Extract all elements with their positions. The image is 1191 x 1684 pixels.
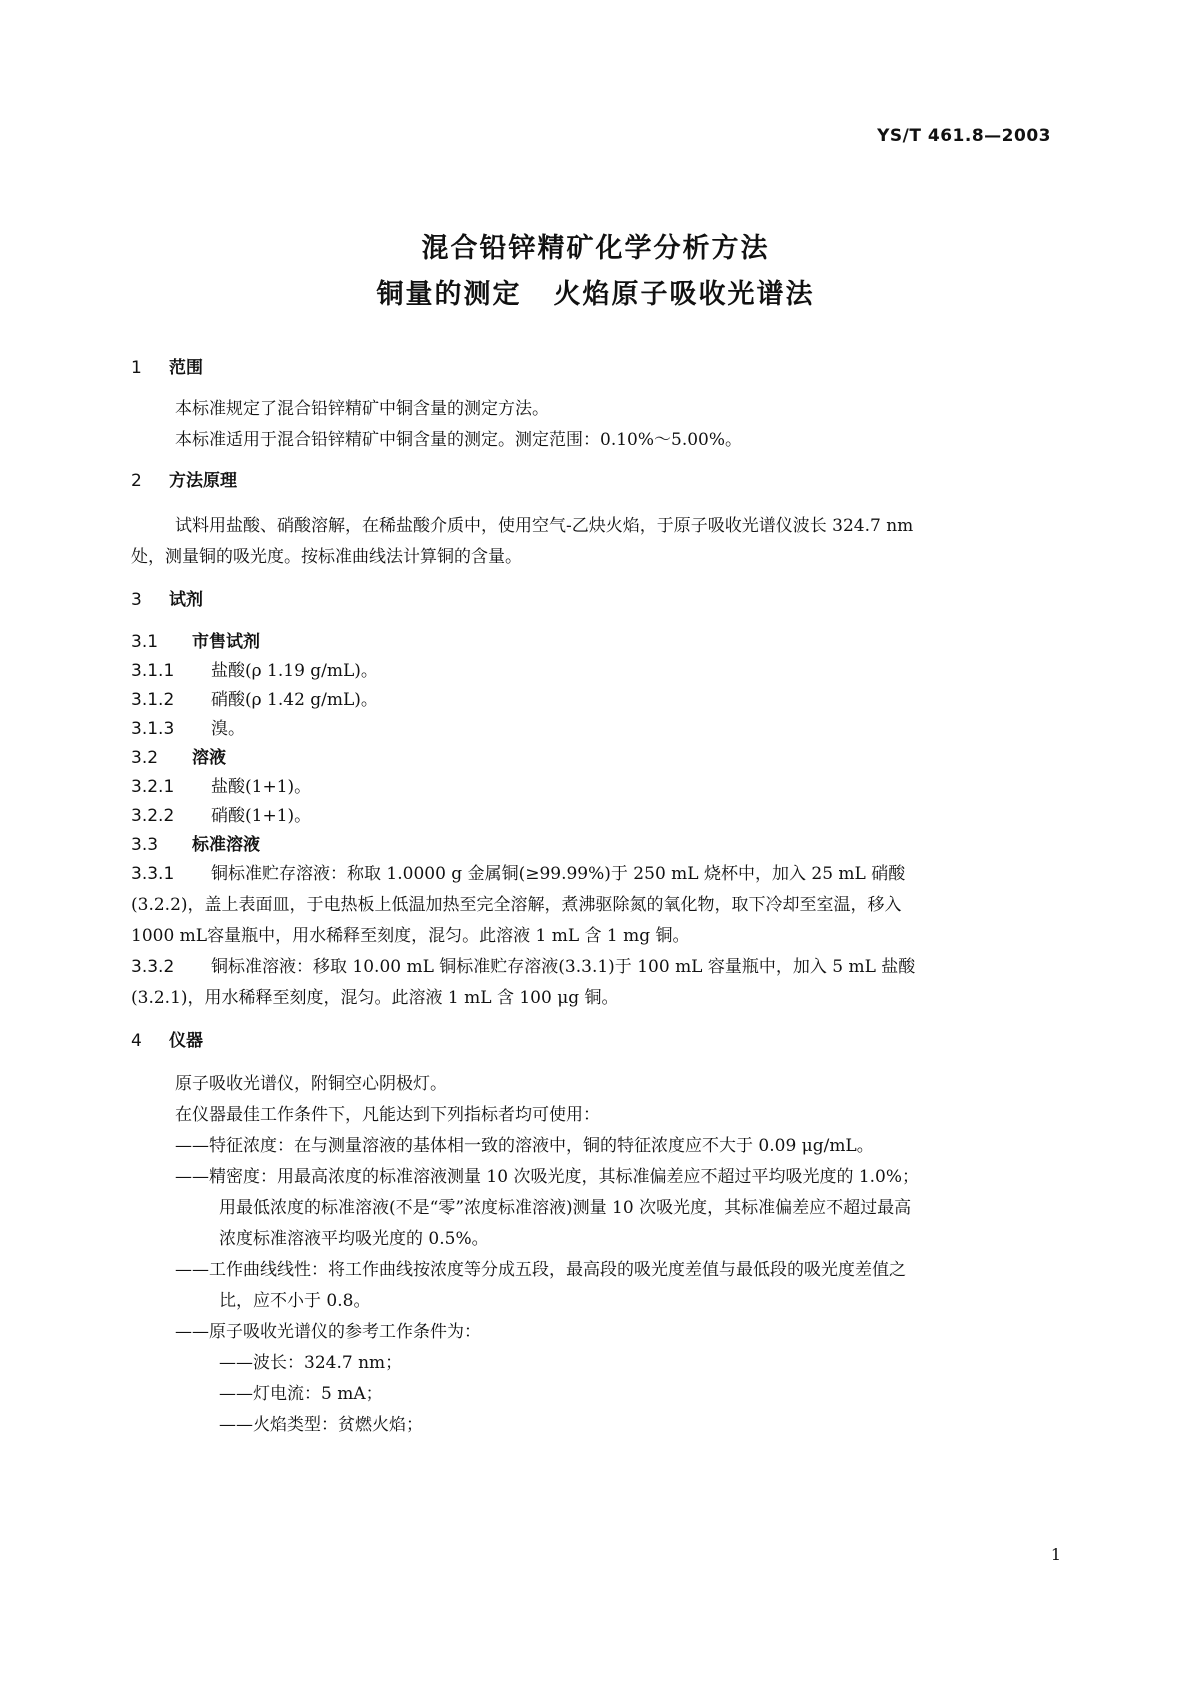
subsection-3-3: [131, 830, 260, 861]
item-3-3-1-line-2: (3.2.2)，盖上表面皿，于电热板上低温加热至完全溶解，煮沸驱除氮的氧化物，取下冷却至室温，移入: [131, 895, 902, 915]
section-title: 方法原理: [169, 471, 237, 491]
section-number: 2: [131, 471, 142, 491]
title-line-1: 混合铅锌精矿化学分析方法: [421, 233, 770, 264]
item-3-3-2: [131, 952, 1061, 983]
subsection-number: 3.1: [131, 632, 159, 652]
paragraph: 原子吸收光谱仪，附铜空心阴极灯。: [175, 1074, 447, 1094]
item-3-3-2-line-2: (3.2.1)，用水稀释至刻度，混匀。此溶液 1 mL 含 100 μg 铜。: [131, 988, 619, 1008]
section-number: 1: [131, 358, 142, 378]
sub-dash-flame-type: ——火焰类型：贫燃火焰；: [219, 1415, 423, 1435]
paragraph: 本标准适用于混合铅锌精矿中铜含量的测定。测定范围：0.10%～5.00%。: [175, 430, 743, 450]
paragraph: 本标准规定了混合铅锌精矿中铜含量的测定方法。: [175, 399, 549, 419]
section-1-heading: [131, 353, 203, 384]
subsection-title: 溶液: [192, 748, 226, 768]
paragraph-continuation: 处，测量铜的吸光度。按标准曲线法计算铜的含量。: [131, 547, 522, 567]
item-text: 铜标准溶液：移取 10.00 mL 铜标准贮存溶液(3.3.1)于 100 mL 容量瓶中，加入 5 mL 盐酸: [211, 957, 916, 977]
subsection-3-1: [131, 627, 260, 658]
item-number: 3.1.3: [131, 719, 175, 739]
section-title: 仪器: [169, 1031, 203, 1051]
title-line-2b: 火焰原子吸收光谱法: [553, 279, 815, 310]
item-3-2-2: [131, 801, 1061, 832]
item-text: 盐酸(ρ 1.19 g/mL)。: [211, 661, 378, 681]
paragraph: 在仪器最佳工作条件下，凡能达到下列指标者均可使用：: [175, 1105, 600, 1125]
item-3-2-1: [131, 772, 1061, 803]
item-3-1-1: [131, 656, 1061, 687]
section-number: 3: [131, 590, 142, 610]
dash-item-linearity: ——工作曲线线性：将工作曲线按浓度等分成五段，最高段的吸光度差值与最低段的吸光度差值之: [175, 1260, 906, 1280]
section-4-heading: [131, 1026, 203, 1057]
dash-item-linearity-line-2: 比，应不小于 0.8。: [219, 1291, 371, 1311]
item-number: 3.2.1: [131, 777, 175, 797]
dash-item-characteristic-concentration: ——特征浓度：在与测量溶液的基体相一致的溶液中，铜的特征浓度应不大于 0.09 μg/mL。: [175, 1136, 874, 1156]
item-text: 盐酸(1+1)。: [211, 777, 312, 797]
item-text: 硝酸(1+1)。: [211, 806, 312, 826]
standard-number: YS/T 461.8—2003: [877, 126, 1051, 146]
paragraph: 试料用盐酸、硝酸溶解，在稀盐酸介质中，使用空气-乙炔火焰，于原子吸收光谱仪波长 324.7 nm: [175, 516, 914, 536]
item-number: 3.1.2: [131, 690, 175, 710]
section-title: 试剂: [169, 590, 203, 610]
subsection-3-2: [131, 743, 226, 774]
item-number: 3.3.2: [131, 957, 175, 977]
item-3-3-1: [131, 859, 1061, 890]
item-3-1-3: [131, 714, 1061, 745]
page-number: 1: [1050, 1545, 1061, 1564]
title-line-2: [0, 272, 1191, 311]
item-text: 溴。: [211, 719, 245, 739]
dash-item-precision-line-2: 用最低浓度的标准溶液(不是“零”浓度标准溶液)测量 10 次吸光度，其标准偏差应不超过最高: [219, 1198, 912, 1218]
item-number: 3.2.2: [131, 806, 175, 826]
dash-item-precision: ——精密度：用最高浓度的标准溶液测量 10 次吸光度，其标准偏差应不超过平均吸光度的 1.0%；: [175, 1167, 920, 1187]
dash-item-precision-line-3: 浓度标准溶液平均吸光度的 0.5%。: [219, 1229, 489, 1249]
item-number: 3.1.1: [131, 661, 175, 681]
sub-dash-wavelength: ——波长：324.7 nm；: [219, 1353, 403, 1373]
item-text: 硝酸(ρ 1.42 g/mL)。: [211, 690, 378, 710]
sub-dash-lamp-current: ——灯电流：5 mA；: [219, 1384, 383, 1404]
dash-item-reference-conditions: ——原子吸收光谱仪的参考工作条件为：: [175, 1322, 481, 1342]
item-text: 铜标准贮存溶液：称取 1.0000 g 金属铜(≥99.99%)于 250 mL 烧杯中，加入 25 mL 硝酸: [211, 864, 906, 884]
item-number: 3.3.1: [131, 864, 175, 884]
subsection-title: 标准溶液: [192, 835, 260, 855]
title-line-2a: 铜量的测定: [376, 279, 522, 310]
subsection-number: 3.3: [131, 835, 159, 855]
section-number: 4: [131, 1031, 142, 1051]
subsection-title: 市售试剂: [192, 632, 260, 652]
item-3-3-1-line-3: 1000 mL容量瓶中，用水稀释至刻度，混匀。此溶液 1 mL 含 1 mg 铜。: [131, 926, 690, 946]
item-3-1-2: [131, 685, 1061, 716]
section-title: 范围: [169, 358, 203, 378]
subsection-number: 3.2: [131, 748, 159, 768]
section-3-heading: [131, 585, 203, 616]
section-2-heading: [131, 466, 237, 497]
